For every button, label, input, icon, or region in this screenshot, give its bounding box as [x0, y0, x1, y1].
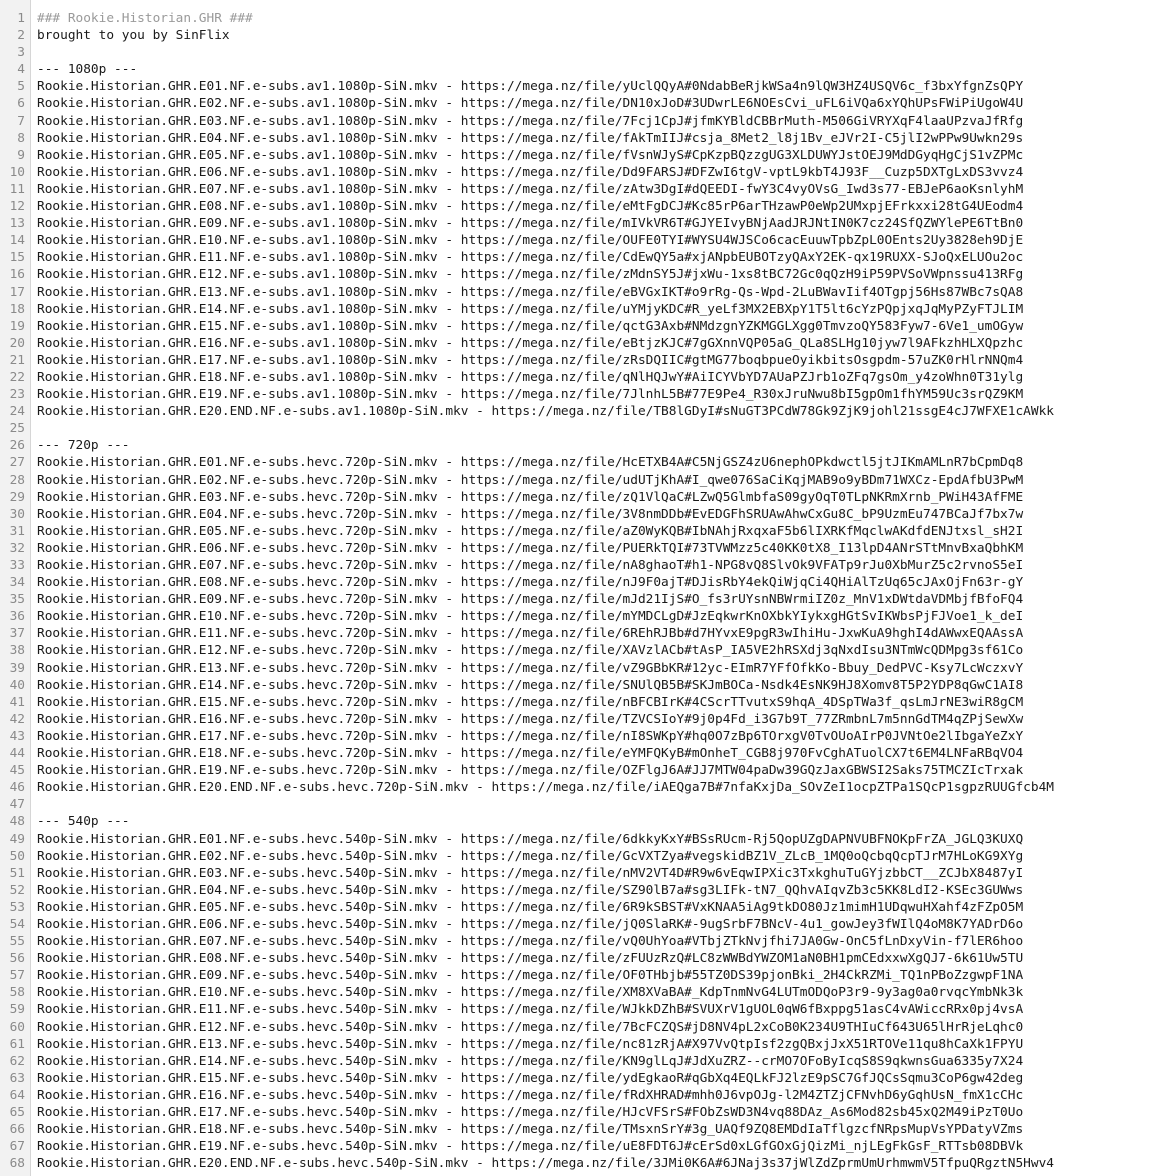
text-line: Rookie.Historian.GHR.E20.END.NF.e-subs.av1.1080p-SiN.mkv - https://mega.nz/file/TB8lGDyI#sNuGT3PCdW78Gk9ZjK9johl21ssgE4cJ7WFXE1cAWkk — [37, 404, 1054, 420]
text-line: brought to you by SinFlix — [37, 28, 230, 44]
text-line: Rookie.Historian.GHR.E13.NF.e-subs.hevc.720p-SiN.mkv - https://mega.nz/file/vZ9GBbKR#12yc-EImR7YFfOfkKo-Bbuy_DedPVC-Ksy7LcWczxvY — [37, 660, 1024, 676]
line-number: 41 — [9, 694, 25, 710]
line-number: 1 — [17, 11, 25, 26]
line-number: 8 — [17, 130, 25, 146]
text-line: Rookie.Historian.GHR.E06.NF.e-subs.av1.1080p-SiN.mkv - https://mega.nz/file/Dd9FARSJ#DFZwI6tgV-vptL9kbT4J93F__Cuzp5DXTgLxDS3vvz4 — [37, 164, 1024, 180]
line-number: 29 — [9, 489, 25, 505]
line-number: 35 — [9, 592, 25, 608]
text-line: Rookie.Historian.GHR.E16.NF.e-subs.hevc.540p-SiN.mkv - https://mega.nz/file/fRdXHRAD#mhh0J6vpOJg-l2M4ZTZjCFNvhD6yGqhUsN_fmX1cCHc — [37, 1087, 1024, 1103]
text-line: Rookie.Historian.GHR.E11.NF.e-subs.hevc.720p-SiN.mkv - https://mega.nz/file/6REhRJBb#d7HYvxE9pgR3wIhiHu-JxwKuA9hghI4dAWwxEQAAssA — [37, 626, 1024, 642]
line-number: 33 — [9, 558, 25, 573]
line-number: 63 — [9, 1070, 25, 1086]
text-line: Rookie.Historian.GHR.E05.NF.e-subs.hevc.720p-SiN.mkv - https://mega.nz/file/aZ0WyKQB#IbNAhjRxqxaF5b6lIXRKfMqclwAKdfdENJtxsl_sH2I — [37, 523, 1024, 539]
line-number: 59 — [9, 1002, 25, 1018]
line-number: 16 — [9, 267, 25, 283]
line-number: 46 — [9, 780, 25, 796]
text-line: Rookie.Historian.GHR.E16.NF.e-subs.hevc.720p-SiN.mkv - https://mega.nz/file/TZVCSIoY#9j0p4Fd_i3G7b9T_77ZRmbnL7m5nnGdTM4qZPjSewXw — [37, 711, 1024, 727]
text-line: Rookie.Historian.GHR.E09.NF.e-subs.hevc.720p-SiN.mkv - https://mega.nz/file/mJd21IjS#O_fs3rUYsnNBWrmiIZ0z_MnV1xDWtdaVDMbjfBfoFQ4 — [37, 592, 1024, 608]
text-line: Rookie.Historian.GHR.E14.NF.e-subs.hevc.720p-SiN.mkv - https://mega.nz/file/SNUlQB5B#SKJmBOCa-Nsdk4EsNK9HJ8Xomv8T5P2YDP8qGwC1AI8 — [37, 677, 1024, 693]
text-line: Rookie.Historian.GHR.E12.NF.e-subs.hevc.540p-SiN.mkv - https://mega.nz/file/7BcFCZQS#jD8NV4pL2xCoB0K234U9THIuCf643U65lHrRjeLqhc0 — [37, 1019, 1024, 1035]
line-number: 13 — [9, 216, 25, 232]
text-line: Rookie.Historian.GHR.E13.NF.e-subs.hevc.540p-SiN.mkv - https://mega.nz/file/nc81zRjA#X97VvQtpIsf2zgQBxjJxX51RTOVe11qu8hCaXk1FPYU — [37, 1036, 1024, 1052]
text-line — [37, 420, 1157, 437]
text-line: Rookie.Historian.GHR.E01.NF.e-subs.hevc.720p-SiN.mkv - https://mega.nz/file/HcETXB4A#C5NjGSZ4zU6nephOPkdwctl5jtJIKmAMLnR7bCpmDq8 — [37, 455, 1024, 471]
text-line: Rookie.Historian.GHR.E06.NF.e-subs.hevc.720p-SiN.mkv - https://mega.nz/file/PUERkTQI#73TVWMzz5c40KK0tX8_I13lpD4ANrSTtMnvBxaQbhKM — [37, 540, 1024, 556]
text-line: Rookie.Historian.GHR.E15.NF.e-subs.av1.1080p-SiN.mkv - https://mega.nz/file/qctG3Axb#NMdzgnYZKMGGLXgg0TmvzoQY583Fyw7-6Ve1_umOGyw — [37, 318, 1024, 334]
text-line: Rookie.Historian.GHR.E16.NF.e-subs.av1.1080p-SiN.mkv - https://mega.nz/file/eBtjzKJC#7gGXnnVQP05aG_QLa8SLHg10jyw7l9AFkzhHLXQpzhc — [37, 335, 1024, 351]
line-number: 56 — [9, 951, 25, 967]
line-number: 21 — [9, 352, 25, 368]
line-number: 68 — [9, 1156, 25, 1172]
line-number-gutter — [0, 0, 31, 1176]
line-number: 66 — [9, 1122, 25, 1138]
line-number: 61 — [9, 1036, 25, 1052]
text-line: Rookie.Historian.GHR.E10.NF.e-subs.hevc.720p-SiN.mkv - https://mega.nz/file/mYMDCLgD#JzEqkwrKnOXbkYIykxgHGtSvIKWbsPjFJVoe1_k_deI — [37, 609, 1024, 625]
line-number: 27 — [9, 455, 25, 471]
text-line: Rookie.Historian.GHR.E11.NF.e-subs.av1.1080p-SiN.mkv - https://mega.nz/file/CdEwQY5a#xjANpbEUBOTzyQAxY2EK-qx19RUXX-SJoQxELUOu2oc — [37, 250, 1024, 266]
text-line: Rookie.Historian.GHR.E09.NF.e-subs.hevc.540p-SiN.mkv - https://mega.nz/file/OF0THbjb#55TZ0DS39pjonBki_2H4CkRZMi_TQ1nPBoZzgwpF1NA — [37, 968, 1024, 984]
text-line: Rookie.Historian.GHR.E02.NF.e-subs.av1.1080p-SiN.mkv - https://mega.nz/file/DN10xJoD#3UDwrLE6NOEsCvi_uFL6iVQa6xYQhUPsFWiPiUgoW4U — [37, 96, 1024, 112]
text-line: --- 1080p --- — [37, 62, 138, 78]
line-number: 32 — [9, 540, 25, 556]
line-number: 7 — [17, 113, 25, 129]
line-number: 15 — [9, 250, 25, 266]
text-line: Rookie.Historian.GHR.E06.NF.e-subs.hevc.540p-SiN.mkv - https://mega.nz/file/jQ0SlaRK#-9ugSrbF7BNcV-4u1_gowJey3fWIlQ4oM8K7YADrD6o — [37, 916, 1024, 932]
text-line: Rookie.Historian.GHR.E14.NF.e-subs.hevc.540p-SiN.mkv - https://mega.nz/file/KN9glLqJ#JdXuZRZ--crMO7OFoByIcqS8S9qkwnsGua6335y7X24 — [37, 1053, 1024, 1069]
text-line: Rookie.Historian.GHR.E13.NF.e-subs.av1.1080p-SiN.mkv - https://mega.nz/file/eBVGxIKT#o9rRg-Qs-Wpd-2LuBWavIif4OTgpj56Hs87WBc7sQA8 — [37, 284, 1024, 300]
line-number: 67 — [9, 1139, 25, 1155]
line-number: 14 — [9, 233, 25, 249]
text-line: Rookie.Historian.GHR.E03.NF.e-subs.hevc.540p-SiN.mkv - https://mega.nz/file/nMV2VT4D#R9w6vEqwIPXic3TxkghuTuGYjzbbCT__ZCJbX8487yI — [37, 865, 1024, 881]
line-number: 2 — [17, 28, 25, 44]
line-number: 5 — [17, 79, 25, 95]
text-line: Rookie.Historian.GHR.E10.NF.e-subs.hevc.540p-SiN.mkv - https://mega.nz/file/XM8XVaBA#_KdpTnmNvG4LUTmODQoP3r9-9y3ag0a0rvqcYmbNk3k — [37, 985, 1024, 1001]
line-number: 37 — [9, 626, 25, 642]
text-line: Rookie.Historian.GHR.E19.NF.e-subs.hevc.720p-SiN.mkv - https://mega.nz/file/OZFlgJ6A#JJ7MTW04paDw39GQzJaxGBWSI2Saks75TMCZIcTrxak — [37, 763, 1024, 779]
line-number: 6 — [17, 96, 25, 112]
line-number: 53 — [9, 899, 25, 915]
line-number: 30 — [9, 506, 25, 522]
text-content[interactable] — [31, 0, 1157, 1176]
line-number: 28 — [9, 472, 25, 488]
line-number: 18 — [9, 301, 25, 317]
line-number: 11 — [9, 181, 25, 197]
text-line: --- 720p --- — [37, 438, 130, 454]
text-line: ### Rookie.Historian.GHR ### — [37, 11, 253, 26]
text-line: Rookie.Historian.GHR.E02.NF.e-subs.hevc.720p-SiN.mkv - https://mega.nz/file/udUTjKhA#I_qwe076SaCiKqjMAB9o9yBDm71WXCz-EpdAfbU3PwM — [37, 472, 1024, 488]
line-number: 3 — [17, 45, 25, 61]
line-number: 47 — [9, 797, 25, 813]
line-number: 42 — [9, 711, 25, 727]
line-number: 12 — [9, 199, 25, 215]
text-line: Rookie.Historian.GHR.E12.NF.e-subs.av1.1080p-SiN.mkv - https://mega.nz/file/zMdnSY5J#jxWu-1xs8tBC72Gc0qQzH9iP59PVSoVWpnssu413RFg — [37, 267, 1024, 283]
line-number: 54 — [9, 916, 25, 932]
text-line: Rookie.Historian.GHR.E04.NF.e-subs.av1.1080p-SiN.mkv - https://mega.nz/file/fAkTmIIJ#csja_8Met2_l8j1Bv_eJVr2I-C5jlI2wPPw9Uwkn29s — [37, 130, 1024, 146]
text-line: Rookie.Historian.GHR.E17.NF.e-subs.av1.1080p-SiN.mkv - https://mega.nz/file/zRsDQIIC#gtMG77boqbpueOyikbitsOsgpdm-57uZK0rHlrNNQm4 — [37, 352, 1024, 368]
line-number: 52 — [9, 882, 25, 898]
text-line: Rookie.Historian.GHR.E08.NF.e-subs.av1.1080p-SiN.mkv - https://mega.nz/file/eMtFgDCJ#Kc85rP6arTHzawP0eWp2UMxpjEFrkxxi28tG4UEodm4 — [37, 199, 1024, 215]
line-number: 43 — [9, 728, 25, 744]
line-number: 45 — [9, 763, 25, 779]
text-line: Rookie.Historian.GHR.E12.NF.e-subs.hevc.720p-SiN.mkv - https://mega.nz/file/XAVzlACb#tAsP_IA5VE2hRSXdj3qNxdIsu3NTmWcQDMpg3sf61Co — [37, 643, 1024, 659]
text-line — [37, 796, 1157, 813]
text-line: Rookie.Historian.GHR.E19.NF.e-subs.hevc.540p-SiN.mkv - https://mega.nz/file/uE8FDT6J#cErSd0xLGfGOxGjQizMi_njLEgFkGsF_RTTsb08DBVk — [37, 1139, 1024, 1155]
line-number: 49 — [9, 831, 25, 847]
text-line: Rookie.Historian.GHR.E19.NF.e-subs.av1.1080p-SiN.mkv - https://mega.nz/file/7JlnhL5B#77E9Pe4_R30xJruNwu8bI5gpOm1fhYM59Uc3srQZ9KM — [37, 387, 1024, 403]
line-number: 25 — [9, 421, 25, 437]
line-number: 44 — [9, 746, 25, 762]
line-number: 22 — [9, 369, 25, 385]
line-number: 17 — [9, 284, 25, 300]
text-line: Rookie.Historian.GHR.E18.NF.e-subs.hevc.720p-SiN.mkv - https://mega.nz/file/eYMFQKyB#mOnheT_CGB8j970FvCghATuolCX7t6EM4LNFaRBqVO4 — [37, 746, 1024, 762]
line-number: 40 — [9, 677, 25, 693]
text-line: Rookie.Historian.GHR.E07.NF.e-subs.hevc.720p-SiN.mkv - https://mega.nz/file/nA8ghaoT#h1-NPG8vQ8SlvOk9VFATp9rJu0XbMurZ5c2rvnoS5eI — [37, 558, 1024, 573]
line-number: 65 — [9, 1105, 25, 1120]
text-line: Rookie.Historian.GHR.E07.NF.e-subs.av1.1080p-SiN.mkv - https://mega.nz/file/zAtw3DgI#dQEEDI-fwY3C4vyOVsG_Iwd3s77-EBJeP6aoKsnlyhM — [37, 181, 1024, 197]
line-number: 57 — [9, 968, 25, 984]
text-line: Rookie.Historian.GHR.E05.NF.e-subs.av1.1080p-SiN.mkv - https://mega.nz/file/fVsnWJyS#CpKzpBQzzgUG3XLDUWYJstOEJ9MdDGyqHgCjS1vZPMc — [37, 147, 1024, 163]
line-number: 31 — [9, 523, 25, 539]
line-number: 51 — [9, 865, 25, 881]
text-line: Rookie.Historian.GHR.E08.NF.e-subs.hevc.720p-SiN.mkv - https://mega.nz/file/nJ9F0ajT#DJisRbY4ekQiWjqCi4QHiAlTzUq65cJAxOjFn63r-gY — [37, 575, 1024, 591]
line-number: 50 — [9, 848, 25, 864]
line-number: 48 — [9, 814, 25, 830]
text-line: Rookie.Historian.GHR.E15.NF.e-subs.hevc.540p-SiN.mkv - https://mega.nz/file/ydEgkaoR#qGbXq4EQLkFJ2lzE9pSC7GfJQCsSqmu3CoP6gw42deg — [37, 1070, 1024, 1086]
text-line: Rookie.Historian.GHR.E17.NF.e-subs.hevc.540p-SiN.mkv - https://mega.nz/file/HJcVFSrS#FObZsWD3N4vq88DAz_As6Mod82sb45xQ2M49iPzT0Uo — [37, 1105, 1024, 1120]
line-number: 34 — [9, 575, 25, 591]
line-number: 24 — [9, 404, 25, 420]
text-line — [37, 44, 1157, 61]
line-number: 23 — [9, 387, 25, 403]
text-line: --- 540p --- — [37, 814, 130, 830]
text-line: Rookie.Historian.GHR.E09.NF.e-subs.av1.1080p-SiN.mkv - https://mega.nz/file/mIVkVR6T#GJYEIvyBNjAadJRJNtIN0K7cz24SfQZWYlePE6TtBn0 — [37, 216, 1024, 232]
line-number: 9 — [17, 147, 25, 163]
text-line: Rookie.Historian.GHR.E08.NF.e-subs.hevc.540p-SiN.mkv - https://mega.nz/file/zFUUzRzQ#LC8zWWBdYWZOM1aN0BH1pmCEdxxwXgQJ7-6k61Uw5TU — [37, 951, 1024, 967]
text-line: Rookie.Historian.GHR.E18.NF.e-subs.av1.1080p-SiN.mkv - https://mega.nz/file/qNlHQJwY#AiICYVbYD7AUaPZJrb1oZFq7gsOm_y4zoWhn0T31ylg — [37, 369, 1024, 385]
line-number: 38 — [9, 643, 25, 659]
text-line: Rookie.Historian.GHR.E05.NF.e-subs.hevc.540p-SiN.mkv - https://mega.nz/file/6R9kSBST#VxKNAA5iAg9tkDO80Jz1mimH1UDqwuHXahf4zFZpO5M — [37, 899, 1024, 915]
text-line: Rookie.Historian.GHR.E15.NF.e-subs.hevc.720p-SiN.mkv - https://mega.nz/file/nBFCBIrK#4CScrTTvutxS9hqA_4DSpTWa3f_qsLmJrNE3wiR8gCM — [37, 694, 1024, 710]
line-number: 60 — [9, 1019, 25, 1035]
line-number: 26 — [9, 438, 25, 454]
text-line: Rookie.Historian.GHR.E03.NF.e-subs.av1.1080p-SiN.mkv - https://mega.nz/file/7Fcj1CpJ#jfmKYBldCBBrMuth-M506GiVRYXqF4laaUPzvaJfRfg — [37, 113, 1024, 129]
text-line: Rookie.Historian.GHR.E04.NF.e-subs.hevc.720p-SiN.mkv - https://mega.nz/file/3V8nmDDb#EvEDGFhSRUAwAhwCxGu8C_bP9UzmEu747BCaJf7bx7w — [37, 506, 1024, 522]
text-line: Rookie.Historian.GHR.E02.NF.e-subs.hevc.540p-SiN.mkv - https://mega.nz/file/GcVXTZya#vegskidBZ1V_ZLcB_1MQ0oQcbqQcpTJrM7HLoKG9XYg — [37, 848, 1024, 864]
text-line: Rookie.Historian.GHR.E01.NF.e-subs.hevc.540p-SiN.mkv - https://mega.nz/file/6dkkyKxY#BSsRUcm-Rj5QopUZgDAPNVUBFNOKpFrZA_JGLQ3KUXQ — [37, 831, 1024, 847]
text-line: Rookie.Historian.GHR.E20.END.NF.e-subs.hevc.540p-SiN.mkv - https://mega.nz/file/3JMi0K6A#6JNaj3s37jWlZdZprmUmUrhmwmV5TfpuQRgztN5Hwv4 — [37, 1156, 1054, 1172]
line-number: 4 — [17, 62, 25, 78]
text-line: Rookie.Historian.GHR.E17.NF.e-subs.hevc.720p-SiN.mkv - https://mega.nz/file/nI8SWKpY#hq0O7zBp6TOrxgV0TvOUoAIrP0JVNtOe2lIbgaYeZxY — [37, 728, 1024, 744]
line-number: 19 — [9, 318, 25, 334]
text-line: Rookie.Historian.GHR.E18.NF.e-subs.hevc.540p-SiN.mkv - https://mega.nz/file/TMsxnSrY#3g_UAQf9ZQ8EMDdIaTflgzcfNRpsMupVsYPDatyVZms — [37, 1122, 1024, 1138]
line-number: 20 — [9, 335, 25, 351]
line-number: 55 — [9, 934, 25, 950]
text-line: Rookie.Historian.GHR.E07.NF.e-subs.hevc.540p-SiN.mkv - https://mega.nz/file/vQ0UhYoa#VTbjZTkNvjfhi7JA0Gw-OnC5fLnDxyVin-f7lER6hoo — [37, 934, 1024, 950]
text-line: Rookie.Historian.GHR.E04.NF.e-subs.hevc.540p-SiN.mkv - https://mega.nz/file/SZ90lB7a#sg3LIFk-tN7_QQhvAIqvZb3c5KK8LdI2-KSEc3GUWws — [37, 882, 1024, 898]
line-number: 64 — [9, 1087, 25, 1103]
text-line: Rookie.Historian.GHR.E03.NF.e-subs.hevc.720p-SiN.mkv - https://mega.nz/file/zQ1VlQaC#LZwQ5GlmbfaS09gyOqT0TLpNKRmXrnb_PWiH43AfFME — [37, 489, 1024, 505]
text-line: Rookie.Historian.GHR.E14.NF.e-subs.av1.1080p-SiN.mkv - https://mega.nz/file/uYMjyKDC#R_yeLf3MX2EBXpY1T5lt6cYzPQpjxqJqMyPZyFTJLIM — [37, 301, 1024, 317]
line-number: 62 — [9, 1053, 25, 1069]
text-line: Rookie.Historian.GHR.E10.NF.e-subs.av1.1080p-SiN.mkv - https://mega.nz/file/OUFE0TYI#WYSU4WJSCo6cacEuuwTpbZpL0OEnts2Uy3828eh9DjE — [37, 233, 1024, 249]
text-line: Rookie.Historian.GHR.E20.END.NF.e-subs.hevc.720p-SiN.mkv - https://mega.nz/file/iAEQga7B#7nfaKxjDa_SOvZeI1ocpZTPa1SQcP1sgpzRUUGfcb4M — [37, 780, 1054, 796]
text-line: Rookie.Historian.GHR.E11.NF.e-subs.hevc.540p-SiN.mkv - https://mega.nz/file/WJkkDZhB#SVUXrV1gUOL0qW6fBxppg51asC4vAWiccRRx0pj4vsA — [37, 1002, 1024, 1018]
line-number: 36 — [9, 609, 25, 625]
line-number: 58 — [9, 985, 25, 1001]
text-line: Rookie.Historian.GHR.E01.NF.e-subs.av1.1080p-SiN.mkv - https://mega.nz/file/yUclQQyA#0NdabBeRjkWSa4n9lQW3HZ4USQV6c_f3bxYfgnZsQPY — [37, 79, 1024, 95]
line-number: 39 — [9, 660, 25, 676]
line-number: 10 — [9, 164, 25, 180]
